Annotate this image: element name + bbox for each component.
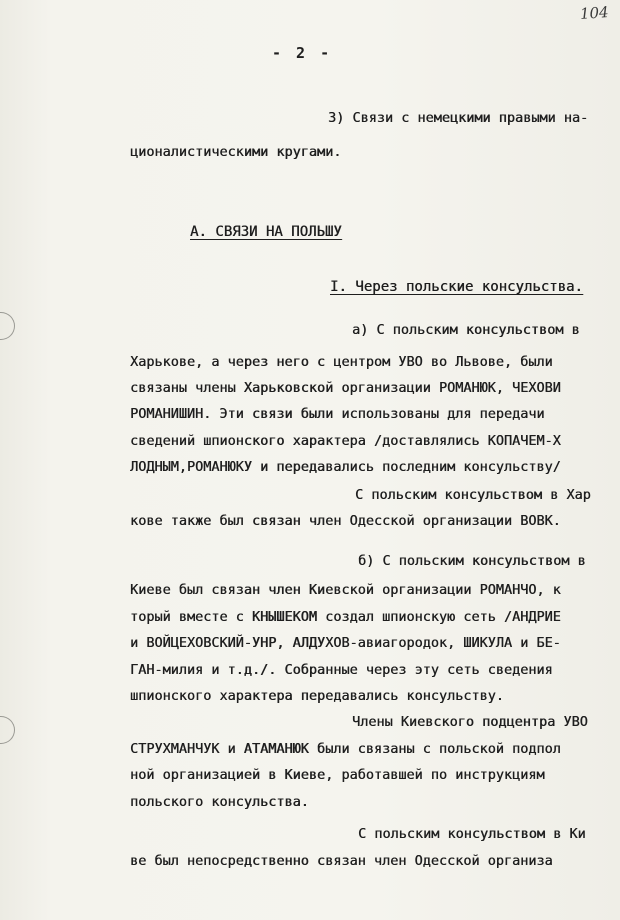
subsection-heading: I. Через польские консульства. <box>330 279 583 295</box>
text-line: торый вместе с КНЫШЕКОМ создал шпионскую сеть /АНДРИЕ <box>130 609 561 625</box>
page-number: - 2 - <box>272 44 333 62</box>
text-line: б) С польским консульством в <box>358 553 586 569</box>
binding-hole-bottom <box>0 716 15 744</box>
text-line: С польским консульством в Ки <box>358 826 586 842</box>
text-line: кове также был связан член Одесской организации ВОВК. <box>130 513 561 529</box>
binding-hole-top <box>0 312 15 340</box>
text-line: Члены Киевского подцентра УВО <box>352 714 588 730</box>
text-line: ЛОДНЫМ,РОМАНЮКУ и передавались последним консульству/ <box>130 459 561 475</box>
text-line: ной организацией в Киеве, работавшей по инструкциям <box>130 767 545 783</box>
text-line: Харькове, а через него с центром УВО во Львове, были <box>130 354 553 370</box>
text-line: а) С польским консульством в <box>352 322 580 338</box>
text-line: сведений шпионского характера /доставлялись КОПАЧЕМ-Х <box>130 433 561 449</box>
text-line: шпионского характера передавались консульству. <box>130 688 504 704</box>
text-line: С польским консульством в Хар <box>355 487 591 503</box>
section-heading: А. СВЯЗИ НА ПОЛЬШУ <box>190 224 342 240</box>
text-line: Киеве был связан член Киевской организации РОМАНЧО, к <box>130 582 561 598</box>
archive-page-number: 104 <box>579 3 610 23</box>
text-line: 3) Связи с немецкими правыми на- <box>328 110 589 126</box>
text-line: связаны члены Харьковской организации РОМАНЮК, ЧЕХОВИ <box>130 380 561 396</box>
text-line: и ВОЙЦЕХОВСКИЙ-УНР, АЛДУХОВ-авиагородок, ШИКУЛА и БЕ- <box>130 635 561 651</box>
text-line: польского консульства. <box>130 794 309 810</box>
text-line: ГАН-милия и т.д./. Собранные через эту сеть сведения <box>130 662 553 678</box>
text-line: ционалистическими кругами. <box>130 144 342 160</box>
text-line: ве был непосредственно связан член Одесской организа <box>130 853 553 869</box>
text-line: СТРУХМАНЧУК и АТАМАНЮК были связаны с польской подпол <box>130 741 561 757</box>
text-line: РОМАНИШИН. Эти связи были использованы для передачи <box>130 406 545 422</box>
